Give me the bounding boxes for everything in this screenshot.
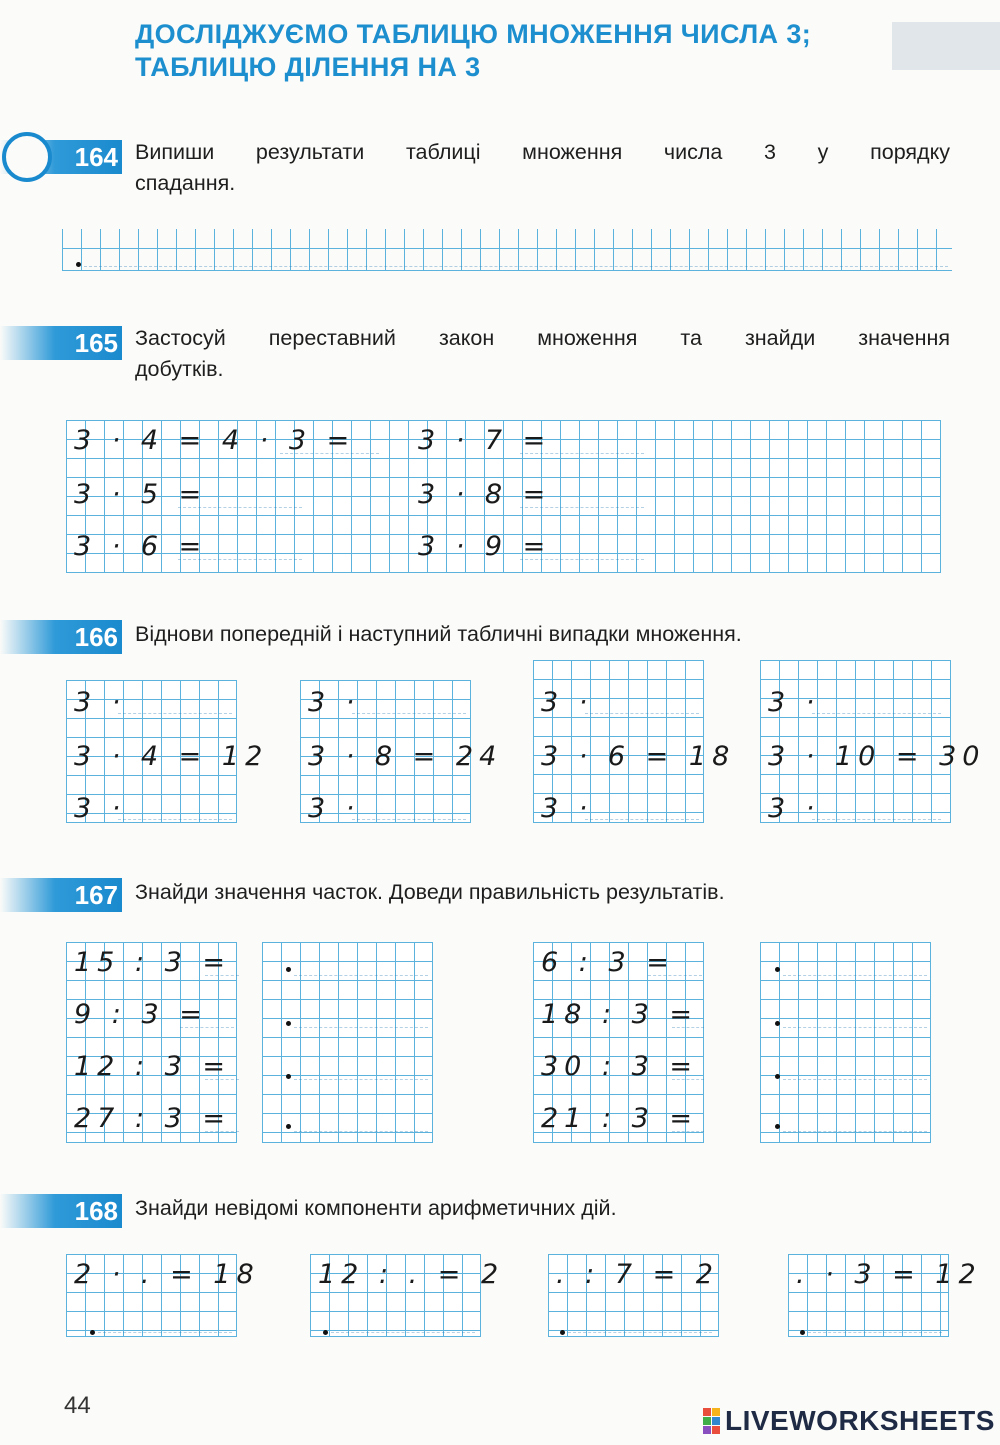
task-164-line-2: спадання. [135, 171, 236, 195]
page-title [135, 18, 955, 84]
task-165-badge [0, 326, 122, 360]
task-167-expr-4: 27 : 3 = [74, 1103, 232, 1134]
task-165-expr-3: 3 · 6 = [74, 531, 208, 562]
task-167-expr-8: 21 : 3 = [541, 1103, 699, 1134]
task-167-check-4[interactable] [294, 1109, 428, 1132]
task-166-g3-top-input[interactable] [585, 691, 699, 714]
task-168-expr-1: 2 · . = 18 [74, 1259, 260, 1290]
task-166-g1-bottom: 3 · [74, 793, 127, 824]
task-167-check-8[interactable] [783, 1109, 927, 1132]
answer-dot [90, 1330, 95, 1335]
task-marker-circle [2, 132, 52, 182]
task-165-expr-5: 3 · 8 = [418, 479, 552, 510]
task-166-g3-bottom-input[interactable] [585, 797, 699, 820]
task-167-number: 167 [74, 880, 118, 910]
task-168-answer-4[interactable] [808, 1310, 942, 1333]
task-168-expr-3: . : 7 = 2 [556, 1259, 719, 1290]
task-166-g3-middle: 3 · 6 = 18 [541, 741, 736, 772]
task-167-check-1[interactable] [294, 953, 428, 976]
liveworksheets-logo-icon [703, 1408, 721, 1434]
task-168-answer-2[interactable] [331, 1310, 475, 1333]
task-165-expr-2: 3 · 5 = [74, 479, 208, 510]
task-167-expr-1: 15 : 3 = [74, 947, 232, 978]
task-168-expr-4: . · 3 = 12 [796, 1259, 982, 1290]
task-166-g1-top: 3 · [74, 687, 127, 718]
task-164-line-1: Випиши результати таблиці множення числа 3 у порядку [135, 140, 950, 164]
task-167-expr-2: 9 : 3 = [74, 999, 208, 1030]
task-166-badge [0, 620, 122, 654]
task-167-expr-5: 6 : 3 = [541, 947, 675, 978]
task-166-g4-middle: 3 · 10 = 30 [768, 741, 986, 772]
task-164-number: 164 [74, 142, 118, 172]
task-166-g3-bottom: 3 · [541, 793, 594, 824]
check-dot [286, 1074, 291, 1079]
task-166-g3-top: 3 · [541, 687, 594, 718]
task-165-line-1: Застосуй переставний закон множення та знайди значення [135, 326, 950, 350]
task-168-expr-2: 12 : . = 2 [318, 1259, 505, 1290]
answer-dot [76, 262, 81, 267]
task-167-check-5[interactable] [783, 953, 927, 976]
task-165-answer-6[interactable] [520, 537, 644, 560]
title-line-2: ТАБЛИЦЮ ДІЛЕННЯ НА 3 [135, 52, 481, 82]
task-166-g2-top-input[interactable] [352, 691, 466, 714]
task-165-line-2: добутків. [135, 357, 224, 381]
task-166-g1-middle: 3 · 4 = 12 [74, 741, 269, 772]
task-167-check-6[interactable] [783, 1005, 927, 1028]
task-166-text: Віднови попередній і наступний табличні випадки множення. [135, 622, 742, 646]
task-168-number: 168 [74, 1196, 118, 1226]
answer-dot [560, 1330, 565, 1335]
task-166-g2-bottom: 3 · [308, 793, 361, 824]
task-165-answer-3[interactable] [178, 537, 302, 560]
check-dot [775, 1074, 780, 1079]
task-167-expr-7: 30 : 3 = [541, 1051, 699, 1082]
task-166-g4-top-input[interactable] [812, 691, 941, 714]
task-164-answer-input[interactable] [84, 244, 948, 267]
check-dot [775, 1124, 780, 1129]
task-166-number: 166 [74, 622, 118, 652]
task-165-answer-2[interactable] [178, 485, 302, 508]
task-167-check-3[interactable] [294, 1057, 428, 1080]
task-167-text: Знайди значення часток. Доведи правильність результатів. [135, 880, 725, 904]
task-166-g1-bottom-input[interactable] [118, 797, 232, 820]
task-168-badge [0, 1194, 122, 1228]
task-167-answer-5[interactable] [648, 953, 702, 976]
task-167-expr-3: 12 : 3 = [74, 1051, 232, 1082]
task-167-answer-8[interactable] [672, 1109, 704, 1132]
task-167-answer-7[interactable] [672, 1057, 704, 1080]
task-167-expr-6: 18 : 3 = [541, 999, 699, 1030]
task-166-g4-bottom-input[interactable] [812, 797, 941, 820]
page-number: 44 [64, 1392, 91, 1419]
check-dot [775, 967, 780, 972]
task-165-answer-1[interactable] [280, 431, 379, 454]
task-167-check-7[interactable] [783, 1057, 927, 1080]
task-168-text: Знайди невідомі компоненти арифметичних дій. [135, 1196, 617, 1220]
answer-dot [800, 1330, 805, 1335]
task-167-answer-6[interactable] [672, 1005, 704, 1028]
task-168-answer-1[interactable] [98, 1310, 232, 1333]
task-165-text [135, 323, 950, 385]
check-dot [286, 1124, 291, 1129]
task-167-answer-4[interactable] [205, 1109, 239, 1132]
show-through-band [892, 22, 1000, 70]
task-165-answer-5[interactable] [520, 485, 644, 508]
task-167-answer-1[interactable] [205, 953, 239, 976]
title-line-1: ДОСЛІДЖУЄМО ТАБЛИЦЮ МНОЖЕННЯ ЧИСЛА 3; [135, 19, 812, 49]
task-165-expr-4: 3 · 7 = [418, 425, 552, 456]
task-166-g4-top: 3 · [768, 687, 821, 718]
answer-dot [323, 1330, 328, 1335]
task-167-check-2[interactable] [294, 1005, 428, 1028]
task-166-g2-top: 3 · [308, 687, 361, 718]
task-166-g2-bottom-input[interactable] [352, 797, 466, 820]
task-164-text [135, 137, 950, 199]
task-165-expr-1: 3 · 4 = 4 · 3 = [74, 425, 356, 456]
task-166-g1-top-input[interactable] [118, 691, 232, 714]
task-165-expr-6: 3 · 9 = [418, 531, 552, 562]
task-166-g2-middle: 3 · 8 = 24 [308, 741, 503, 772]
task-167-answer-3[interactable] [205, 1057, 239, 1080]
task-165-number: 165 [74, 328, 118, 358]
task-168-answer-3[interactable] [568, 1310, 712, 1333]
liveworksheets-logo [703, 1405, 995, 1437]
brand-name: LIVEWORKSHEETS [725, 1405, 995, 1436]
task-167-answer-2[interactable] [180, 1005, 234, 1028]
task-167-badge [0, 878, 122, 912]
check-dot [286, 967, 291, 972]
task-166-g4-bottom: 3 · [768, 793, 821, 824]
task-165-answer-4[interactable] [520, 431, 644, 454]
check-dot [775, 1021, 780, 1026]
check-dot [286, 1021, 291, 1026]
